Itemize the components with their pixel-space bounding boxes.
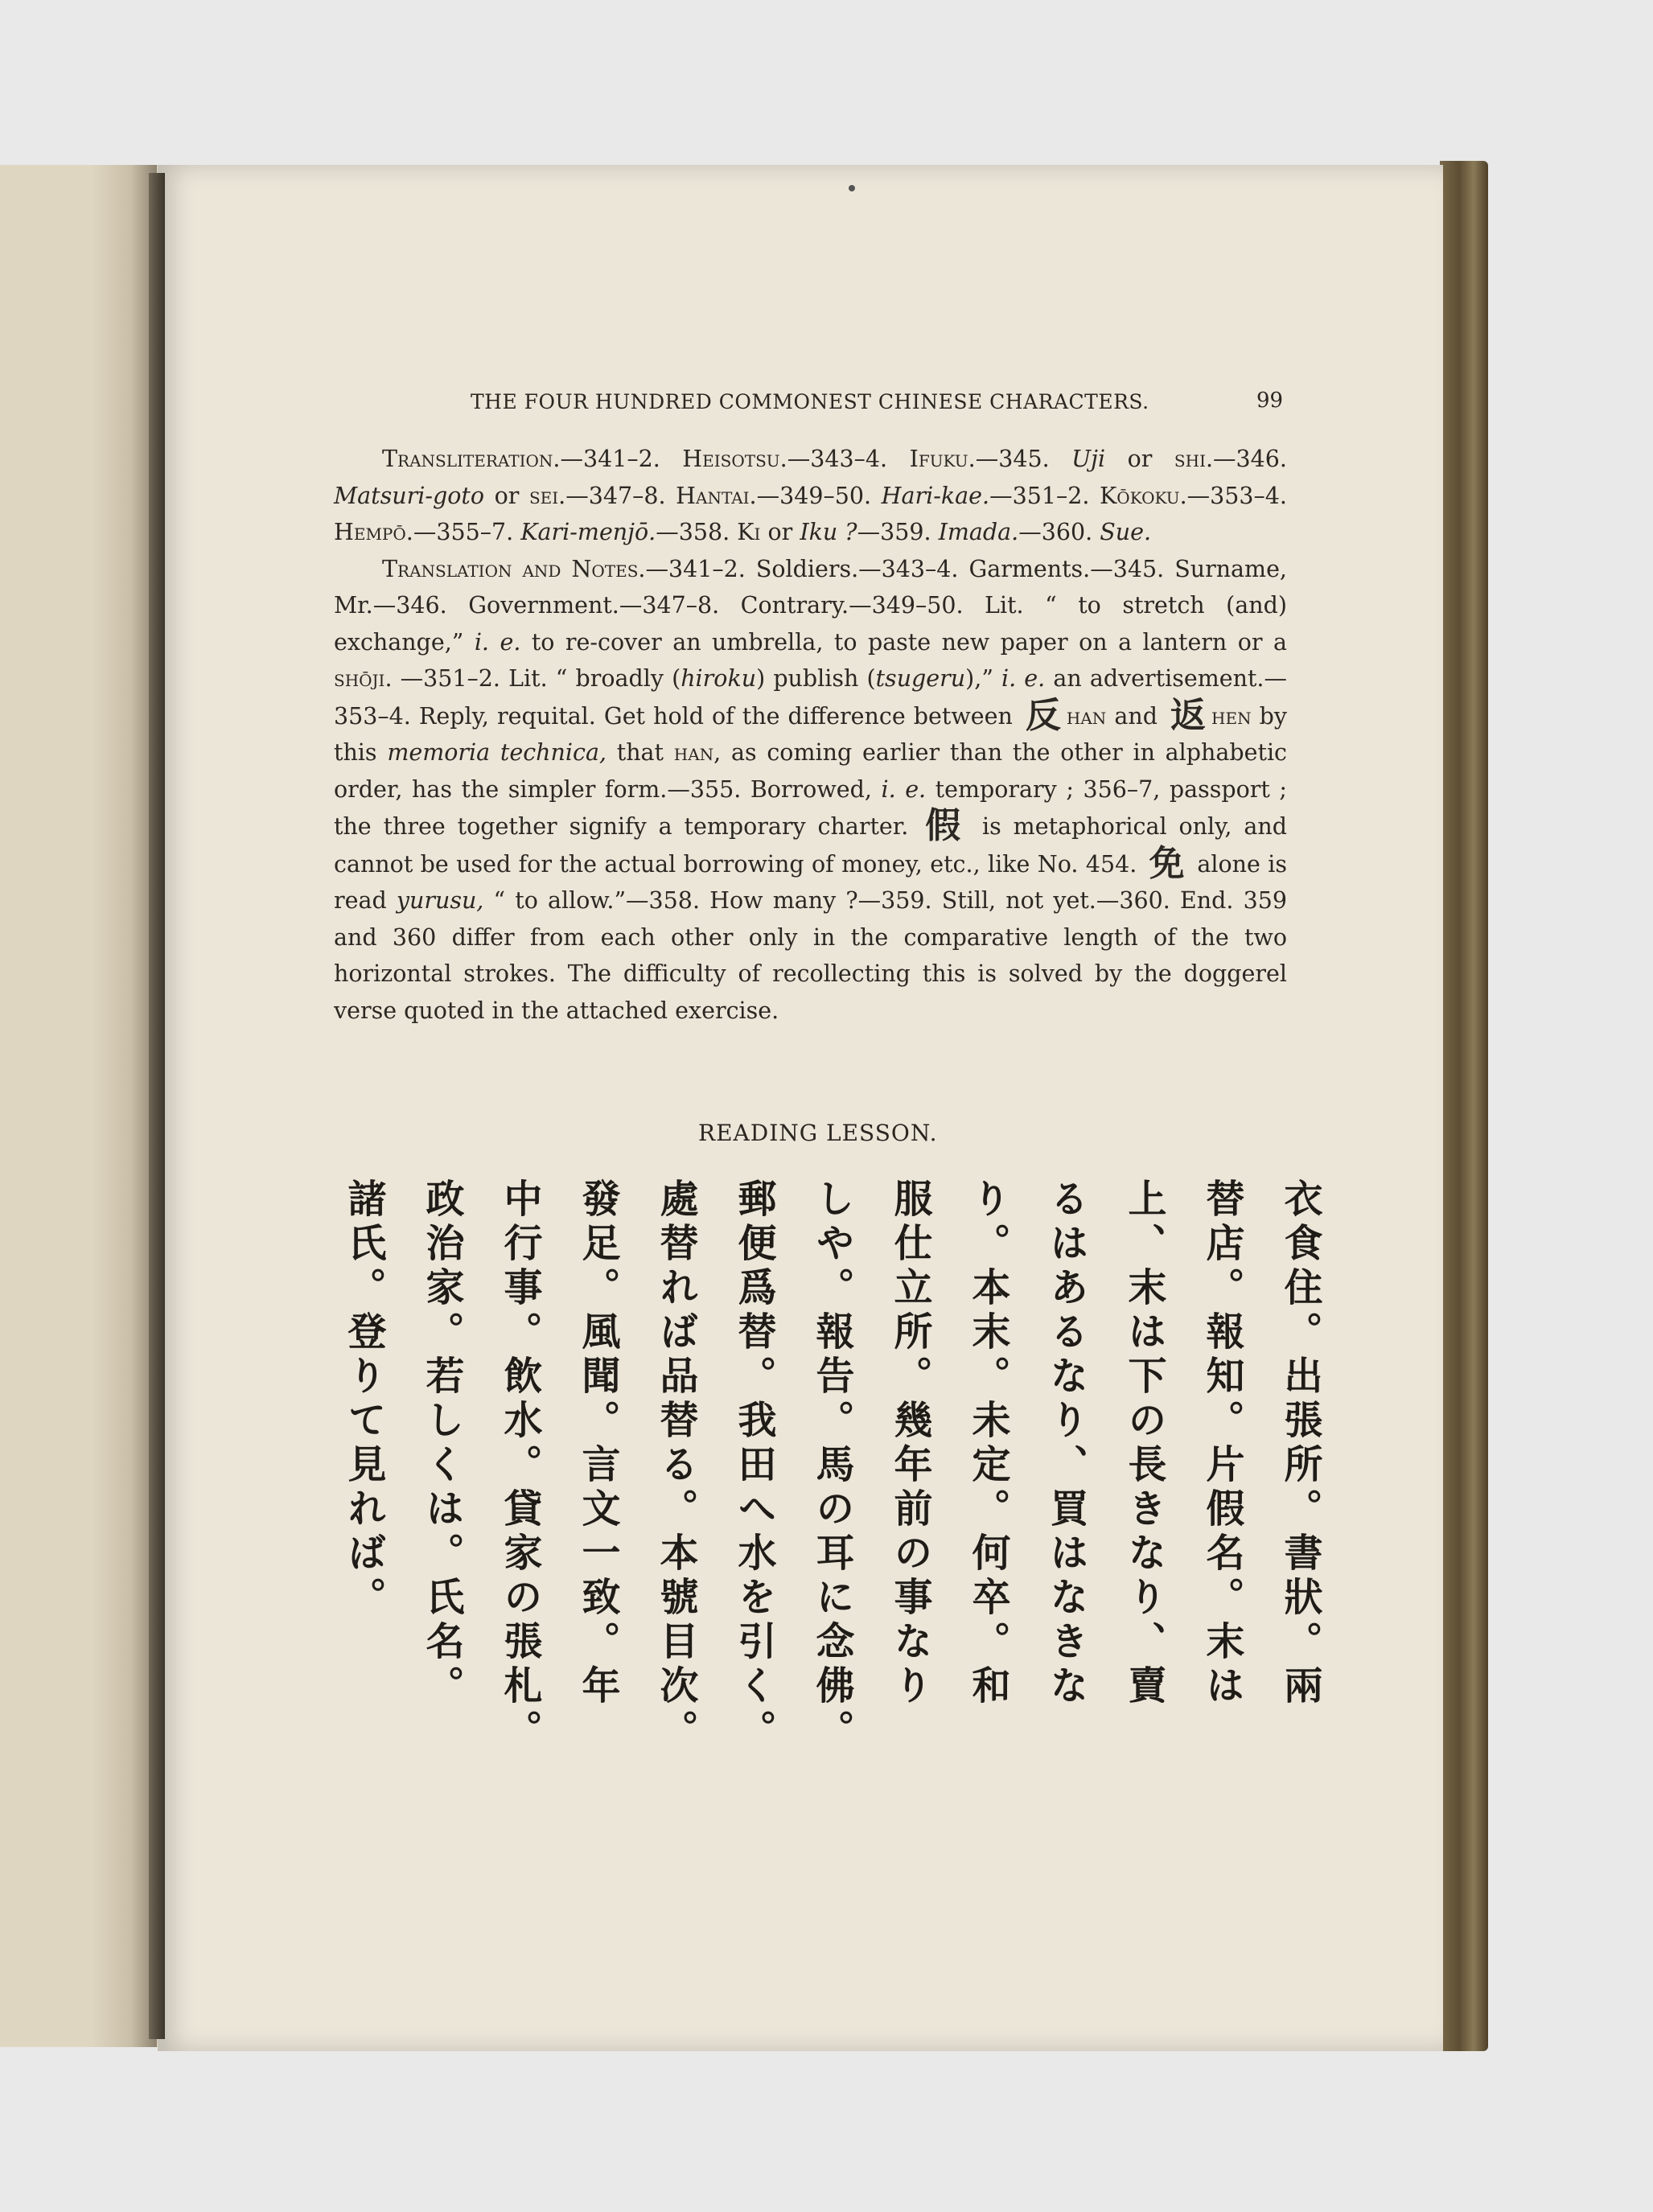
reading-column: 替店。報知。片假名。末は <box>1199 1178 1244 1709</box>
kanji-hen: 返 <box>1170 694 1207 736</box>
book-binding <box>1440 161 1488 2051</box>
reading-column: 處替れば品替る。本號目次。 <box>653 1178 698 1754</box>
kanji-han: 反 <box>1025 694 1062 736</box>
reading-column: 諸氏。登りて見れば。 <box>341 1178 386 1621</box>
spine-shadow <box>149 173 165 2039</box>
kanji-men: 免 <box>1149 842 1185 884</box>
reading-column: 上、末は下の長きなり、賣 <box>1121 1178 1166 1709</box>
reading-column: 衣食住。出張所。書狀。兩 <box>1277 1178 1322 1709</box>
reading-column: 服仕立所。幾年前の事なり <box>887 1178 932 1709</box>
notes-text <box>334 441 1287 1029</box>
reading-column: 發足。風聞。言文一致。年 <box>575 1178 620 1709</box>
reading-column: り。本末。未定。何卒。和 <box>965 1178 1010 1709</box>
transliteration-paragraph: Transliteration.—341–2. Heisotsu.—343–4. Ifuku.—345. Uji or shi.—346. Matsuri-goto or sei.—347–8. Hantai.—349–50. Hari-kae.—351–2. Kōkoku.—353–4. Hempō.—355–7. Kari-menjō.—358. Ki or Iku ?—359. Imada.—360. Sue. <box>334 446 1287 545</box>
reading-column: 郵便爲替。我田へ水を引く。 <box>731 1178 776 1754</box>
translation-paragraph: Translation and Notes.—341–2. Soldiers.—343–4. Garments.—345. Surname, Mr.—346. Government.—347–8. Contrary.—349–50. Lit. “ to stretch (and) exchange,” i. e. to re-cover an umbrella, to paste new paper on a lantern or a shōji. —351–2. Lit. “ broadly (hiroku) publish (tsugeru),” i. e. an advertisement.—353–4. Reply, requital. Get hold of the difference between 反 han and 返 hen by this memoria technica, that han, as coming earlier than the other in alphabetic order, has the simpler form.—355. Borrowed, i. e. temporary ; 356–7, passport ; the three together signify a temporary charter. 假 is metaphorical only, and cannot be used for the actual borrowing of money, etc., like No. 454. 免 alone is read yurusu, “ to allow.”—358. How many ?—359. Still, not yet.—360. End. 359 and 360 differ from each other only in the comparative length of the two horizontal strokes. The difficulty of recollecting this is solved by the doggerel verse quoted in the attached exercise. <box>334 555 1288 1024</box>
reading-column: 政治家。若しくは。氏名。 <box>419 1178 464 1709</box>
reading-column: 中行事。飲水。貸家の張札。 <box>497 1178 542 1754</box>
reading-lesson <box>330 1178 1322 1774</box>
reading-lesson-title: READING LESSON. <box>698 1120 938 1146</box>
kanji-ka: 假 <box>925 805 966 846</box>
running-header: THE FOUR HUNDRED COMMONEST CHINESE CHARACTERS. <box>471 390 1149 413</box>
page-speck <box>849 185 855 191</box>
reading-column: るはあるなり、買はなきな <box>1043 1178 1088 1709</box>
page-number: 99 <box>1256 389 1284 413</box>
left-page-edge <box>93 165 157 2047</box>
reading-column: しや。報告。馬の耳に念佛。 <box>809 1178 854 1754</box>
